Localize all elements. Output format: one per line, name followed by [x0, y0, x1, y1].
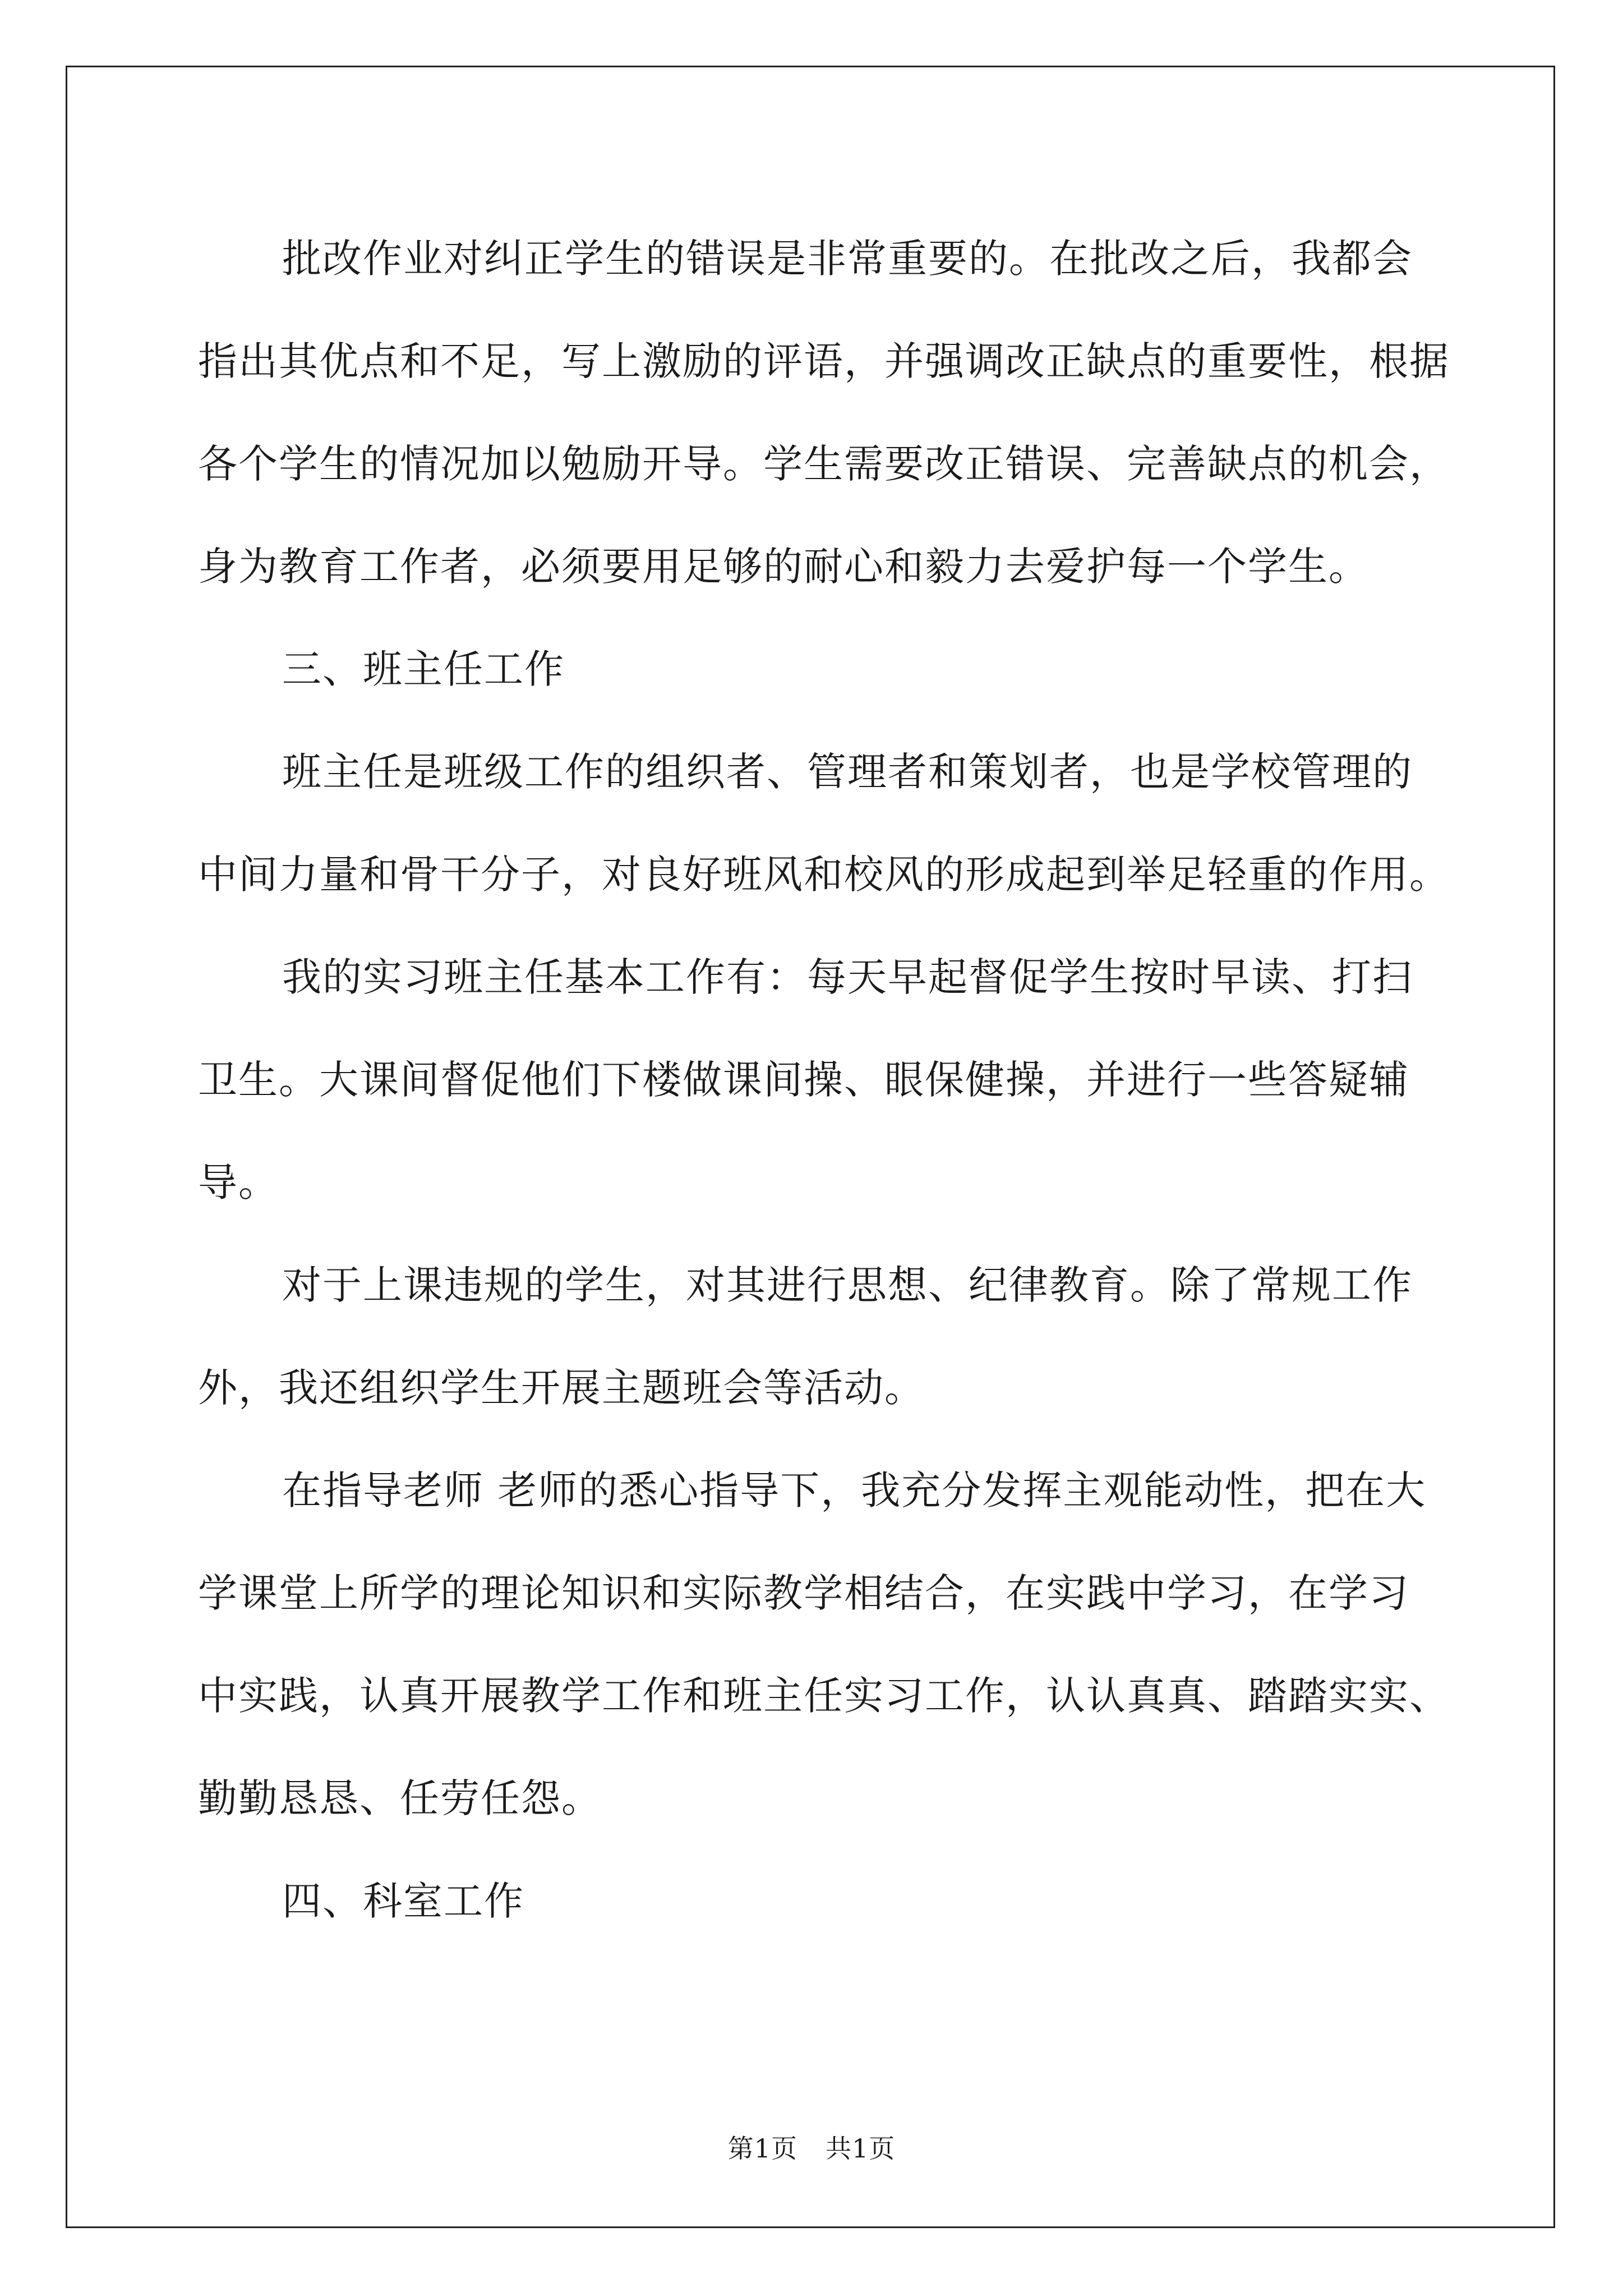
- paragraph-head-teacher-role: [198, 721, 1450, 926]
- section-heading-office-work: [198, 1850, 1432, 1953]
- text-line: 中间力量和骨干分子，对良好班风和校风的形成起到举足轻重的作用。: [198, 852, 1450, 898]
- text-line: 指出其优点和不足，写上激励的评语，并强调改正缺点的重要性，根据: [198, 338, 1450, 384]
- text-line: 外，我还组织学生开展主题班会等活动。: [198, 1365, 925, 1411]
- section-heading-head-teacher: [198, 618, 1432, 721]
- page-number: 第1页: [727, 2133, 797, 2164]
- text-line: 批改作业对纠正学生的错误是非常重要的。在批改之后，我都会: [282, 236, 1413, 282]
- heading-text: 四、科室工作: [282, 1878, 524, 1924]
- document-body: [198, 208, 1450, 1953]
- page-total: 共1页: [826, 2133, 896, 2164]
- paragraph-practice-summary: [198, 1439, 1450, 1850]
- text-line: 导。: [198, 1159, 279, 1205]
- text-line: 身为教育工作者，必须要用足够的耐心和毅力去爱护每一个学生。: [198, 544, 1369, 590]
- text-line: 我的实习班主任基本工作有：每天早起督促学生按时早读、打扫: [282, 954, 1413, 1000]
- text-line: 中实践，认真开展教学工作和班主任实习工作，认认真真、踏踏实实、: [198, 1673, 1450, 1719]
- text-line: 在指导老师 老师的悉心指导下，我充分发挥主观能动性，把在大: [282, 1467, 1427, 1513]
- heading-text: 三、班主任工作: [282, 646, 565, 692]
- paragraph-daily-duties: [198, 926, 1432, 1234]
- text-line: 勤勤恳恳、任劳任怨。: [198, 1775, 602, 1821]
- paragraph-discipline: [198, 1234, 1432, 1439]
- text-line: 班主任是班级工作的组织者、管理者和策划者，也是学校管理的: [282, 749, 1413, 795]
- page-footer: [0, 2132, 1623, 2165]
- text-line: 卫生。大课间督促他们下楼做课间操、眼保健操，并进行一些答疑辅: [198, 1057, 1409, 1103]
- text-line: 学课堂上所学的理论知识和实际教学相结合，在实践中学习，在学习: [198, 1570, 1409, 1616]
- text-line: 对于上课违规的学生，对其进行思想、纪律教育。除了常规工作: [282, 1262, 1413, 1308]
- text-line: 各个学生的情况加以勉励开导。学生需要改正错误、完善缺点的机会，: [198, 441, 1450, 487]
- paragraph-homework-correction: [198, 208, 1450, 618]
